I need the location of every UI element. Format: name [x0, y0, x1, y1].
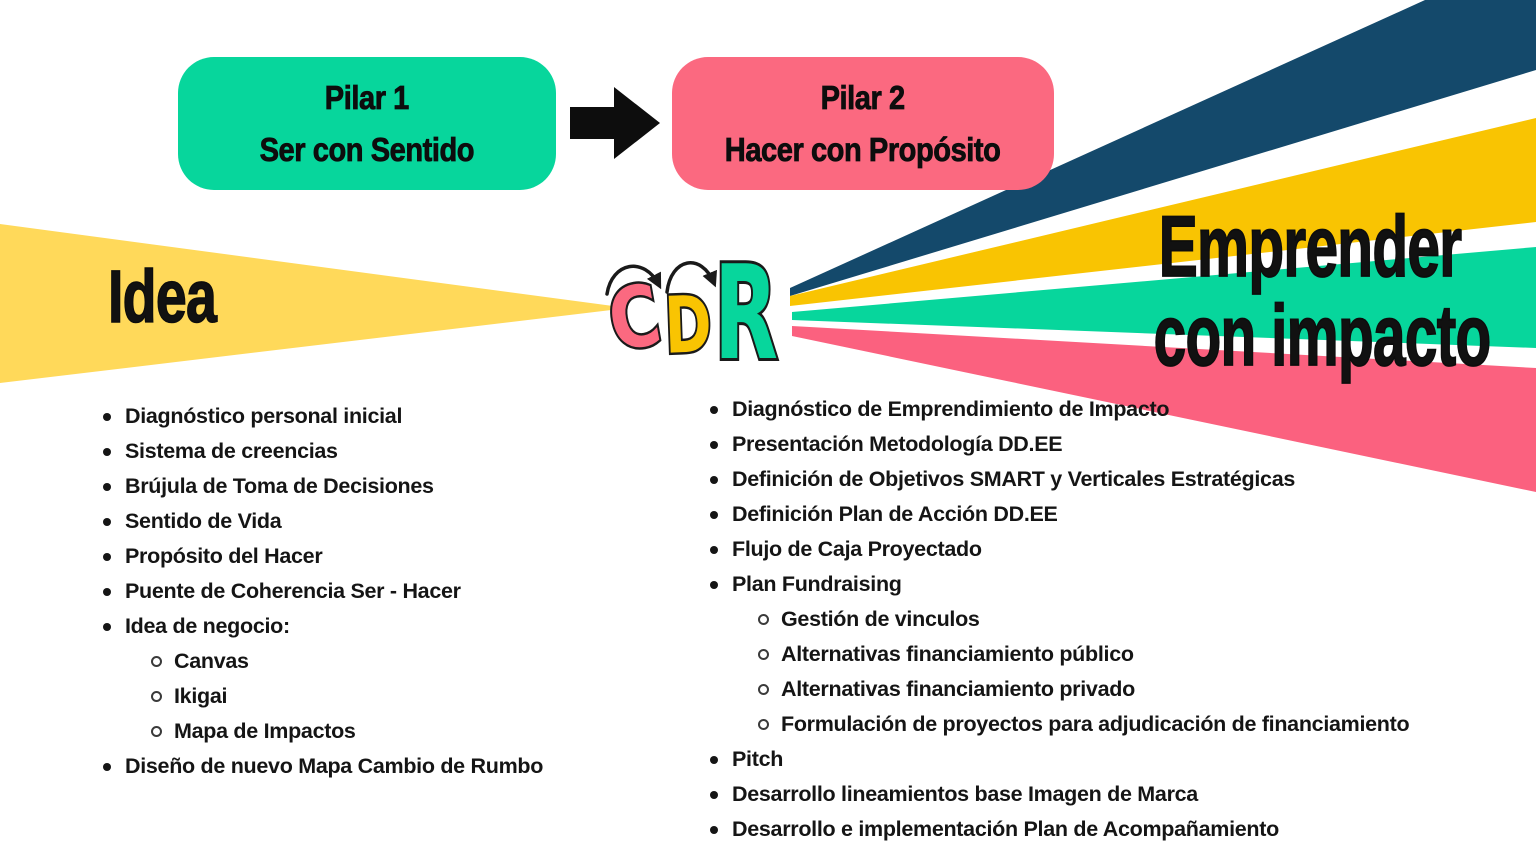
list-item	[758, 602, 1409, 637]
list-item	[103, 609, 543, 644]
left-list	[103, 399, 543, 784]
list-item	[710, 742, 1409, 777]
list-item-label: Definición Plan de Acción DD.EE	[732, 502, 1058, 526]
list-item-label: Presentación Metodología DD.EE	[732, 432, 1063, 456]
list-item	[151, 714, 543, 749]
list-item-label: Brújula de Toma de Decisiones	[125, 474, 434, 498]
list-item	[103, 434, 543, 469]
list-item-label: Flujo de Caja Proyectado	[732, 537, 982, 561]
list-item-label: Idea de negocio:	[125, 614, 290, 638]
pillar1-title: Pilar 1	[324, 78, 410, 116]
list-item	[103, 469, 543, 504]
dot-bullet-icon	[710, 476, 718, 484]
dot-bullet-icon	[103, 483, 111, 491]
list-item-label: Alternativas financiamiento público	[781, 642, 1134, 666]
list-item	[710, 532, 1409, 567]
list-item	[103, 399, 543, 434]
arrow-right-icon	[570, 87, 660, 159]
list-item-label: Propósito del Hacer	[125, 544, 323, 568]
list-item-label: Diagnóstico de Emprendimiento de Impacto	[732, 397, 1170, 421]
list-item-label: Gestión de vinculos	[781, 607, 980, 631]
list-item-label: Diagnóstico personal inicial	[125, 404, 403, 428]
dot-bullet-icon	[103, 518, 111, 526]
list-item-label: Canvas	[174, 649, 249, 673]
list-item	[103, 504, 543, 539]
dot-bullet-icon	[710, 511, 718, 519]
impact-heading	[1153, 199, 1491, 384]
list-item	[758, 707, 1409, 742]
list-item-label: Diseño de nuevo Mapa Cambio de Rumbo	[125, 754, 544, 778]
dot-bullet-icon	[710, 406, 718, 414]
list-item-label: Mapa de Impactos	[174, 719, 356, 743]
list-item	[103, 574, 543, 609]
list-item	[710, 497, 1409, 532]
circle-bullet-icon	[758, 719, 769, 730]
list-item-label: Desarrollo e implementación Plan de Acompañamiento	[732, 817, 1279, 841]
dot-bullet-icon	[103, 588, 111, 596]
list-item	[710, 427, 1409, 462]
list-item	[710, 567, 1409, 602]
dot-bullet-icon	[103, 413, 111, 421]
list-item-label: Ikigai	[174, 684, 228, 708]
dot-bullet-icon	[103, 763, 111, 771]
list-item-label: Pitch	[732, 747, 784, 771]
list-item-label: Sistema de creencias	[125, 439, 338, 463]
dot-bullet-icon	[103, 448, 111, 456]
list-item-label: Desarrollo lineamientos base Imagen de Marca	[732, 782, 1198, 806]
dot-bullet-icon	[103, 623, 111, 631]
dot-bullet-icon	[710, 441, 718, 449]
circle-bullet-icon	[151, 656, 162, 667]
circle-bullet-icon	[151, 726, 162, 737]
list-item	[151, 679, 543, 714]
impact-heading-line1: Emprender	[1158, 199, 1462, 295]
dot-bullet-icon	[710, 756, 718, 764]
list-item	[710, 812, 1409, 847]
list-item	[710, 777, 1409, 812]
pillar1-card	[178, 57, 556, 190]
list-item-label: Plan Fundraising	[732, 572, 902, 596]
circle-bullet-icon	[758, 614, 769, 625]
dot-bullet-icon	[710, 581, 718, 589]
list-item	[710, 392, 1409, 427]
list-item-label: Puente de Coherencia Ser - Hacer	[125, 579, 461, 603]
list-item-label: Definición de Objetivos SMART y Verticales Estratégicas	[732, 467, 1296, 491]
logo-letter-c: C	[601, 263, 680, 371]
pillar1-subtitle: Ser con Sentido	[259, 130, 475, 168]
list-item	[710, 462, 1409, 497]
circle-bullet-icon	[758, 684, 769, 695]
list-item-label: Alternativas financiamiento privado	[781, 677, 1135, 701]
pillar2-title: Pilar 2	[820, 78, 906, 116]
idea-beam	[0, 224, 628, 383]
list-item-label: Formulación de proyectos para adjudicación de financiamiento	[781, 712, 1410, 736]
dot-bullet-icon	[710, 791, 718, 799]
circle-bullet-icon	[151, 691, 162, 702]
list-item-label: Sentido de Vida	[125, 509, 282, 533]
dot-bullet-icon	[710, 546, 718, 554]
dot-bullet-icon	[710, 826, 718, 834]
list-item	[103, 539, 543, 574]
pillar2-card	[672, 57, 1054, 190]
pillar2-subtitle: Hacer con Propósito	[725, 130, 1001, 168]
list-item	[758, 637, 1409, 672]
logo-letter-d: D	[663, 279, 731, 372]
logo-letter-r: R	[714, 237, 778, 389]
dot-bullet-icon	[103, 553, 111, 561]
impact-heading-line2: con impacto	[1153, 288, 1491, 384]
list-item	[151, 644, 543, 679]
list-item	[103, 749, 543, 784]
idea-heading: Idea	[108, 255, 217, 338]
right-list	[710, 392, 1409, 847]
circle-bullet-icon	[758, 649, 769, 660]
list-item	[758, 672, 1409, 707]
